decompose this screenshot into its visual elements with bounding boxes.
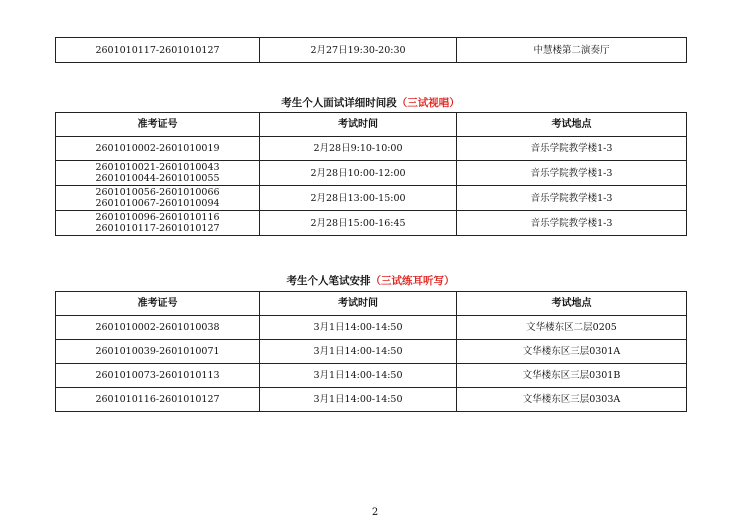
candidate-id-line-2: 2601010067-2601010094 — [95, 198, 220, 209]
candidate-id-range — [56, 186, 260, 211]
exam-location: 文华楼东区二层0205 — [457, 316, 687, 340]
table-row — [56, 137, 687, 161]
exam-time: 3月1日14:00-14:50 — [260, 388, 457, 412]
exam-time: 3月1日14:00-14:50 — [260, 340, 457, 364]
table-row — [56, 161, 687, 186]
column-header-time: 考试时间 — [260, 113, 457, 137]
column-header-location: 考试地点 — [457, 113, 687, 137]
candidate-id-range: 2601010073-2601010113 — [56, 364, 260, 388]
table-row — [56, 364, 687, 388]
candidate-id-line-2: 2601010117-2601010127 — [95, 223, 220, 234]
candidate-id-line-1: 2601010056-2601010066 — [95, 187, 220, 198]
exam-time: 2月28日13:00-15:00 — [260, 186, 457, 211]
candidate-id-line-2: 2601010044-2601010055 — [95, 173, 220, 184]
interview-section-title — [55, 95, 686, 110]
column-header-time: 考试时间 — [260, 292, 457, 316]
candidate-id-range: 2601010039-2601010071 — [56, 340, 260, 364]
exam-location: 文华楼东区三层0301A — [457, 340, 687, 364]
column-header-location: 考试地点 — [457, 292, 687, 316]
table-row — [56, 388, 687, 412]
table-header-row — [56, 113, 687, 137]
interview-title-note: （三试视唱） — [396, 97, 460, 109]
candidate-id-range: 2601010116-2601010127 — [56, 388, 260, 412]
exam-time: 2月28日9:10-10:00 — [260, 137, 457, 161]
page-number: 2 — [371, 507, 379, 518]
table-row — [56, 316, 687, 340]
interview-schedule-table — [55, 112, 687, 236]
exam-time: 2月28日10:00-12:00 — [260, 161, 457, 186]
exam-time: 3月1日14:00-14:50 — [260, 316, 457, 340]
candidate-id-range — [56, 161, 260, 186]
candidate-id-range: 2601010002-2601010019 — [56, 137, 260, 161]
exam-location: 音乐学院教学楼1-3 — [457, 137, 687, 161]
column-header-id: 准考证号 — [56, 292, 260, 316]
table-row — [56, 38, 687, 63]
candidate-id-line-1: 2601010096-2601010116 — [95, 212, 220, 223]
candidate-id-range: 2601010002-2601010038 — [56, 316, 260, 340]
table-header-row — [56, 292, 687, 316]
column-header-id: 准考证号 — [56, 113, 260, 137]
exam-time: 2月28日15:00-16:45 — [260, 211, 457, 236]
interview-title-text: 考生个人面试详细时间段 — [281, 97, 397, 109]
exam-location: 文华楼东区三层0303A — [457, 388, 687, 412]
table-row — [56, 340, 687, 364]
candidate-id-range: 2601010117-2601010127 — [56, 38, 260, 63]
candidate-id-line-1: 2601010021-2601010043 — [95, 162, 220, 173]
written-title-text: 考生个人笔试安排 — [286, 275, 371, 287]
written-title-note: （三试练耳听写） — [370, 275, 455, 287]
written-schedule-table — [55, 291, 687, 412]
candidate-id-range — [56, 211, 260, 236]
written-section-title — [55, 273, 686, 288]
exam-location: 中慧楼第二演奏厅 — [457, 38, 687, 63]
top-schedule-table — [55, 37, 687, 63]
exam-location: 音乐学院教学楼1-3 — [457, 211, 687, 236]
exam-time: 3月1日14:00-14:50 — [260, 364, 457, 388]
table-row — [56, 211, 687, 236]
exam-location: 音乐学院教学楼1-3 — [457, 186, 687, 211]
table-row — [56, 186, 687, 211]
exam-time: 2月27日19:30-20:30 — [260, 38, 457, 63]
exam-location: 音乐学院教学楼1-3 — [457, 161, 687, 186]
exam-location: 文华楼东区三层0301B — [457, 364, 687, 388]
